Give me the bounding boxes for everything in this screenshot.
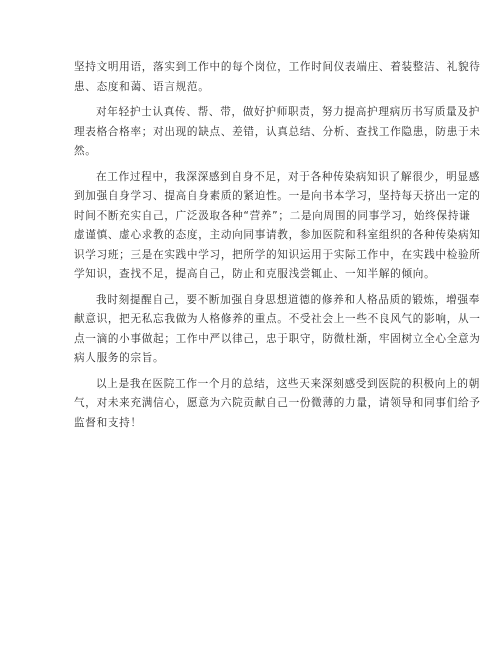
text-line: 在工作过程中，我深深感到自身不足，对于各种传染病知识了解很少，明显感 bbox=[96, 170, 480, 183]
text-line: 献意识，把无私忘我做为人格修养的重点。不受社会上一些不良风气的影响，从一 bbox=[74, 313, 481, 325]
paragraph-5 bbox=[74, 375, 481, 434]
text-line: 坚持文明用语，落实到工作中的每个岗位，工作时间仪表端庄、着装整洁、礼貌待 bbox=[74, 61, 481, 73]
text-line: 以上是我在医院工作一个月的总结，这些天来深刻感受到医院的积极向上的朝 bbox=[96, 377, 480, 390]
text-line: 对年轻护士认真传、帮、带，做好护师职责，努力提高护理病历书写质量及护 bbox=[96, 106, 480, 118]
text-line: 时间不断充实自己，广泛汲取各种“营养”；二是向周围的同事学习，始终保持谦 bbox=[74, 209, 471, 222]
paragraph-3 bbox=[74, 168, 481, 285]
text-line: 然。 bbox=[74, 145, 97, 157]
text-line: 学知识，查找不足，提高自己，防止和克服浅尝辄止、一知半解的倾向。 bbox=[74, 268, 436, 280]
text-line: 病人服务的宗旨。 bbox=[74, 352, 165, 364]
text-line: 到加强自身学习、提高自身素质的紧迫性。一是向书本学习，坚持每天挤出一定的 bbox=[74, 190, 481, 202]
text-line: 理表格合格率；对出现的缺点、差错，认真总结、分析、查找工作隐患，防患于未 bbox=[74, 125, 481, 138]
document-body bbox=[74, 58, 481, 433]
text-line: 监督和支持！ bbox=[74, 416, 142, 429]
text-line: 虚谨慎、虚心求教的态度，主动向同事请教，参加医院和科室组织的各种传染病知 bbox=[74, 229, 481, 241]
paragraph-4 bbox=[74, 291, 481, 369]
text-line: 气，对未来充满信心，愿意为六院贡献自己一份微薄的力量，请领导和同事们给予 bbox=[74, 397, 481, 409]
paragraph-1 bbox=[74, 58, 481, 97]
text-line: 患、态度和蔼、语言规范。 bbox=[74, 80, 210, 93]
text-line: 识学习班；三是在实践中学习，把所学的知识运用于实际工作中，在实践中检验所 bbox=[74, 248, 481, 261]
text-line: 点一滴的小事做起；工作中严以律己，忠于职守，防微杜渐，牢固树立全心全意为 bbox=[74, 332, 481, 345]
text-line: 我时刻提醒自己，要不断加强自身思想道德的修养和人格品质的锻炼，增强奉 bbox=[96, 293, 480, 306]
paragraph-2 bbox=[74, 103, 481, 162]
